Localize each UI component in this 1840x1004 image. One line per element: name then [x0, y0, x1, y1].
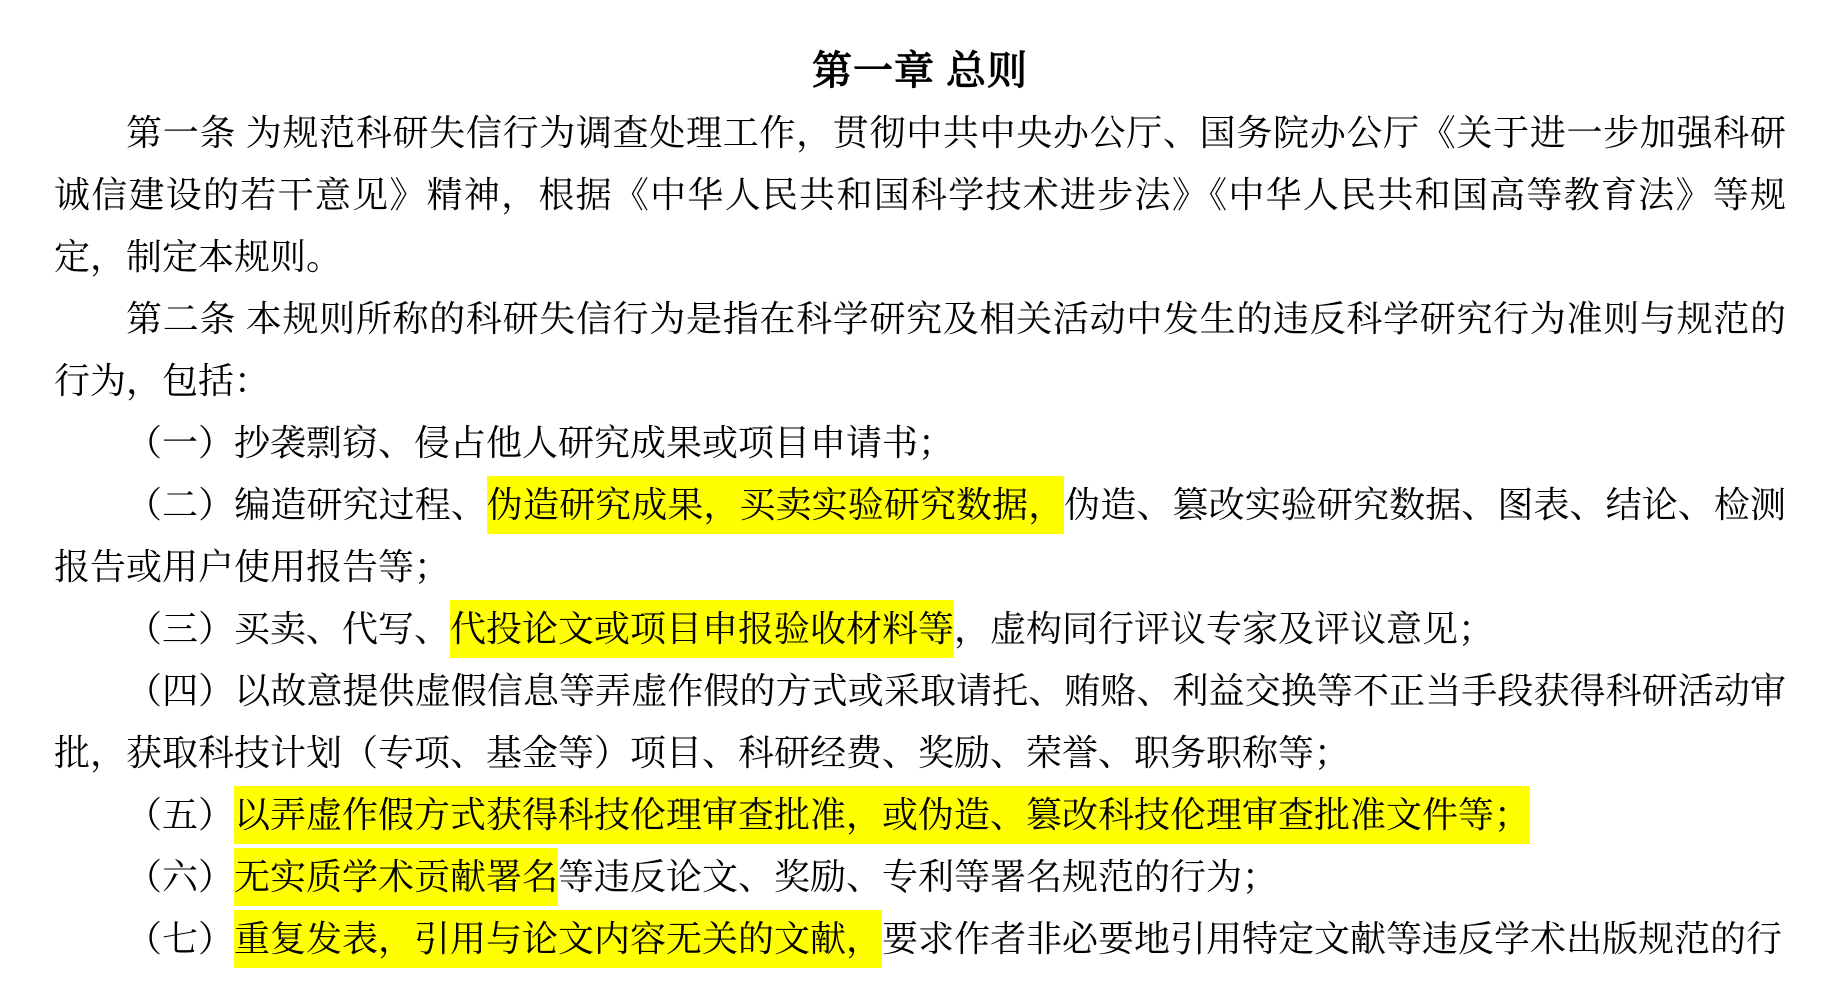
text-run: 第二条 本规则所称的科研失信行为是指在科学研究及相关活动中发生的违反科学研究行为准则与规范的行为，包括：: [54, 299, 1786, 401]
paragraph: [54, 908, 1786, 970]
highlighted-text: 无实质学术贡献署名: [234, 848, 558, 906]
chapter-title: 第一章 总则: [812, 48, 1028, 93]
paragraph: [54, 288, 1786, 412]
paragraph: [54, 598, 1786, 660]
document-body: [54, 102, 1786, 970]
text-run: 伪造、篡改实验研究数据、图表、结论、检测报告或用户使用报告等；: [54, 485, 1786, 587]
highlighted-text: 代投论文或项目申报验收材料等: [450, 600, 954, 658]
text-run: （六）: [126, 857, 235, 897]
highlighted-text: 以弄虚作假方式获得科技伦理审查批准，或伪造、篡改科技伦理审查批准文件等；: [234, 786, 1530, 844]
text-run: 等违反论文、奖励、专利等署名规范的行为；: [558, 857, 1279, 897]
text-run: ，虚构同行评议专家及评议意见；: [954, 609, 1495, 649]
paragraph: [54, 412, 1786, 474]
paragraph: [54, 660, 1786, 784]
text-run: （一）抄袭剽窃、侵占他人研究成果或项目申请书；: [126, 423, 955, 463]
text-run: （五）: [126, 795, 235, 835]
paragraph: [54, 846, 1786, 908]
paragraph: [54, 102, 1786, 288]
paragraph: [54, 474, 1786, 598]
text-run: 要求作者非必要地引用特定文献等违反学术出版规范的行: [882, 919, 1783, 959]
text-run: （七）: [126, 919, 235, 959]
text-run: （四）以故意提供虚假信息等弄虚作假的方式或采取请托、贿赂、利益交换等不正当手段获得科研活动审批，获取科技计划（专项、基金等）项目、科研经费、奖励、荣誉、职务职称等；: [54, 671, 1786, 773]
paragraph: [54, 784, 1786, 846]
highlighted-text: 重复发表，引用与论文内容无关的文献，: [234, 910, 882, 968]
text-run: （三）买卖、代写、: [126, 609, 451, 649]
highlighted-text: 伪造研究成果，买卖实验研究数据，: [487, 476, 1064, 534]
text-run: （二）编造研究过程、: [126, 485, 487, 525]
text-run: 第一条 为规范科研失信行为调查处理工作，贯彻中共中央办公厅、国务院办公厅《关于进一步加强科研诚信建设的若干意见》精神，根据《中华人民共和国科学技术进步法》《中华人民共和国高等教育法》等规定，制定本规则。: [54, 113, 1786, 277]
